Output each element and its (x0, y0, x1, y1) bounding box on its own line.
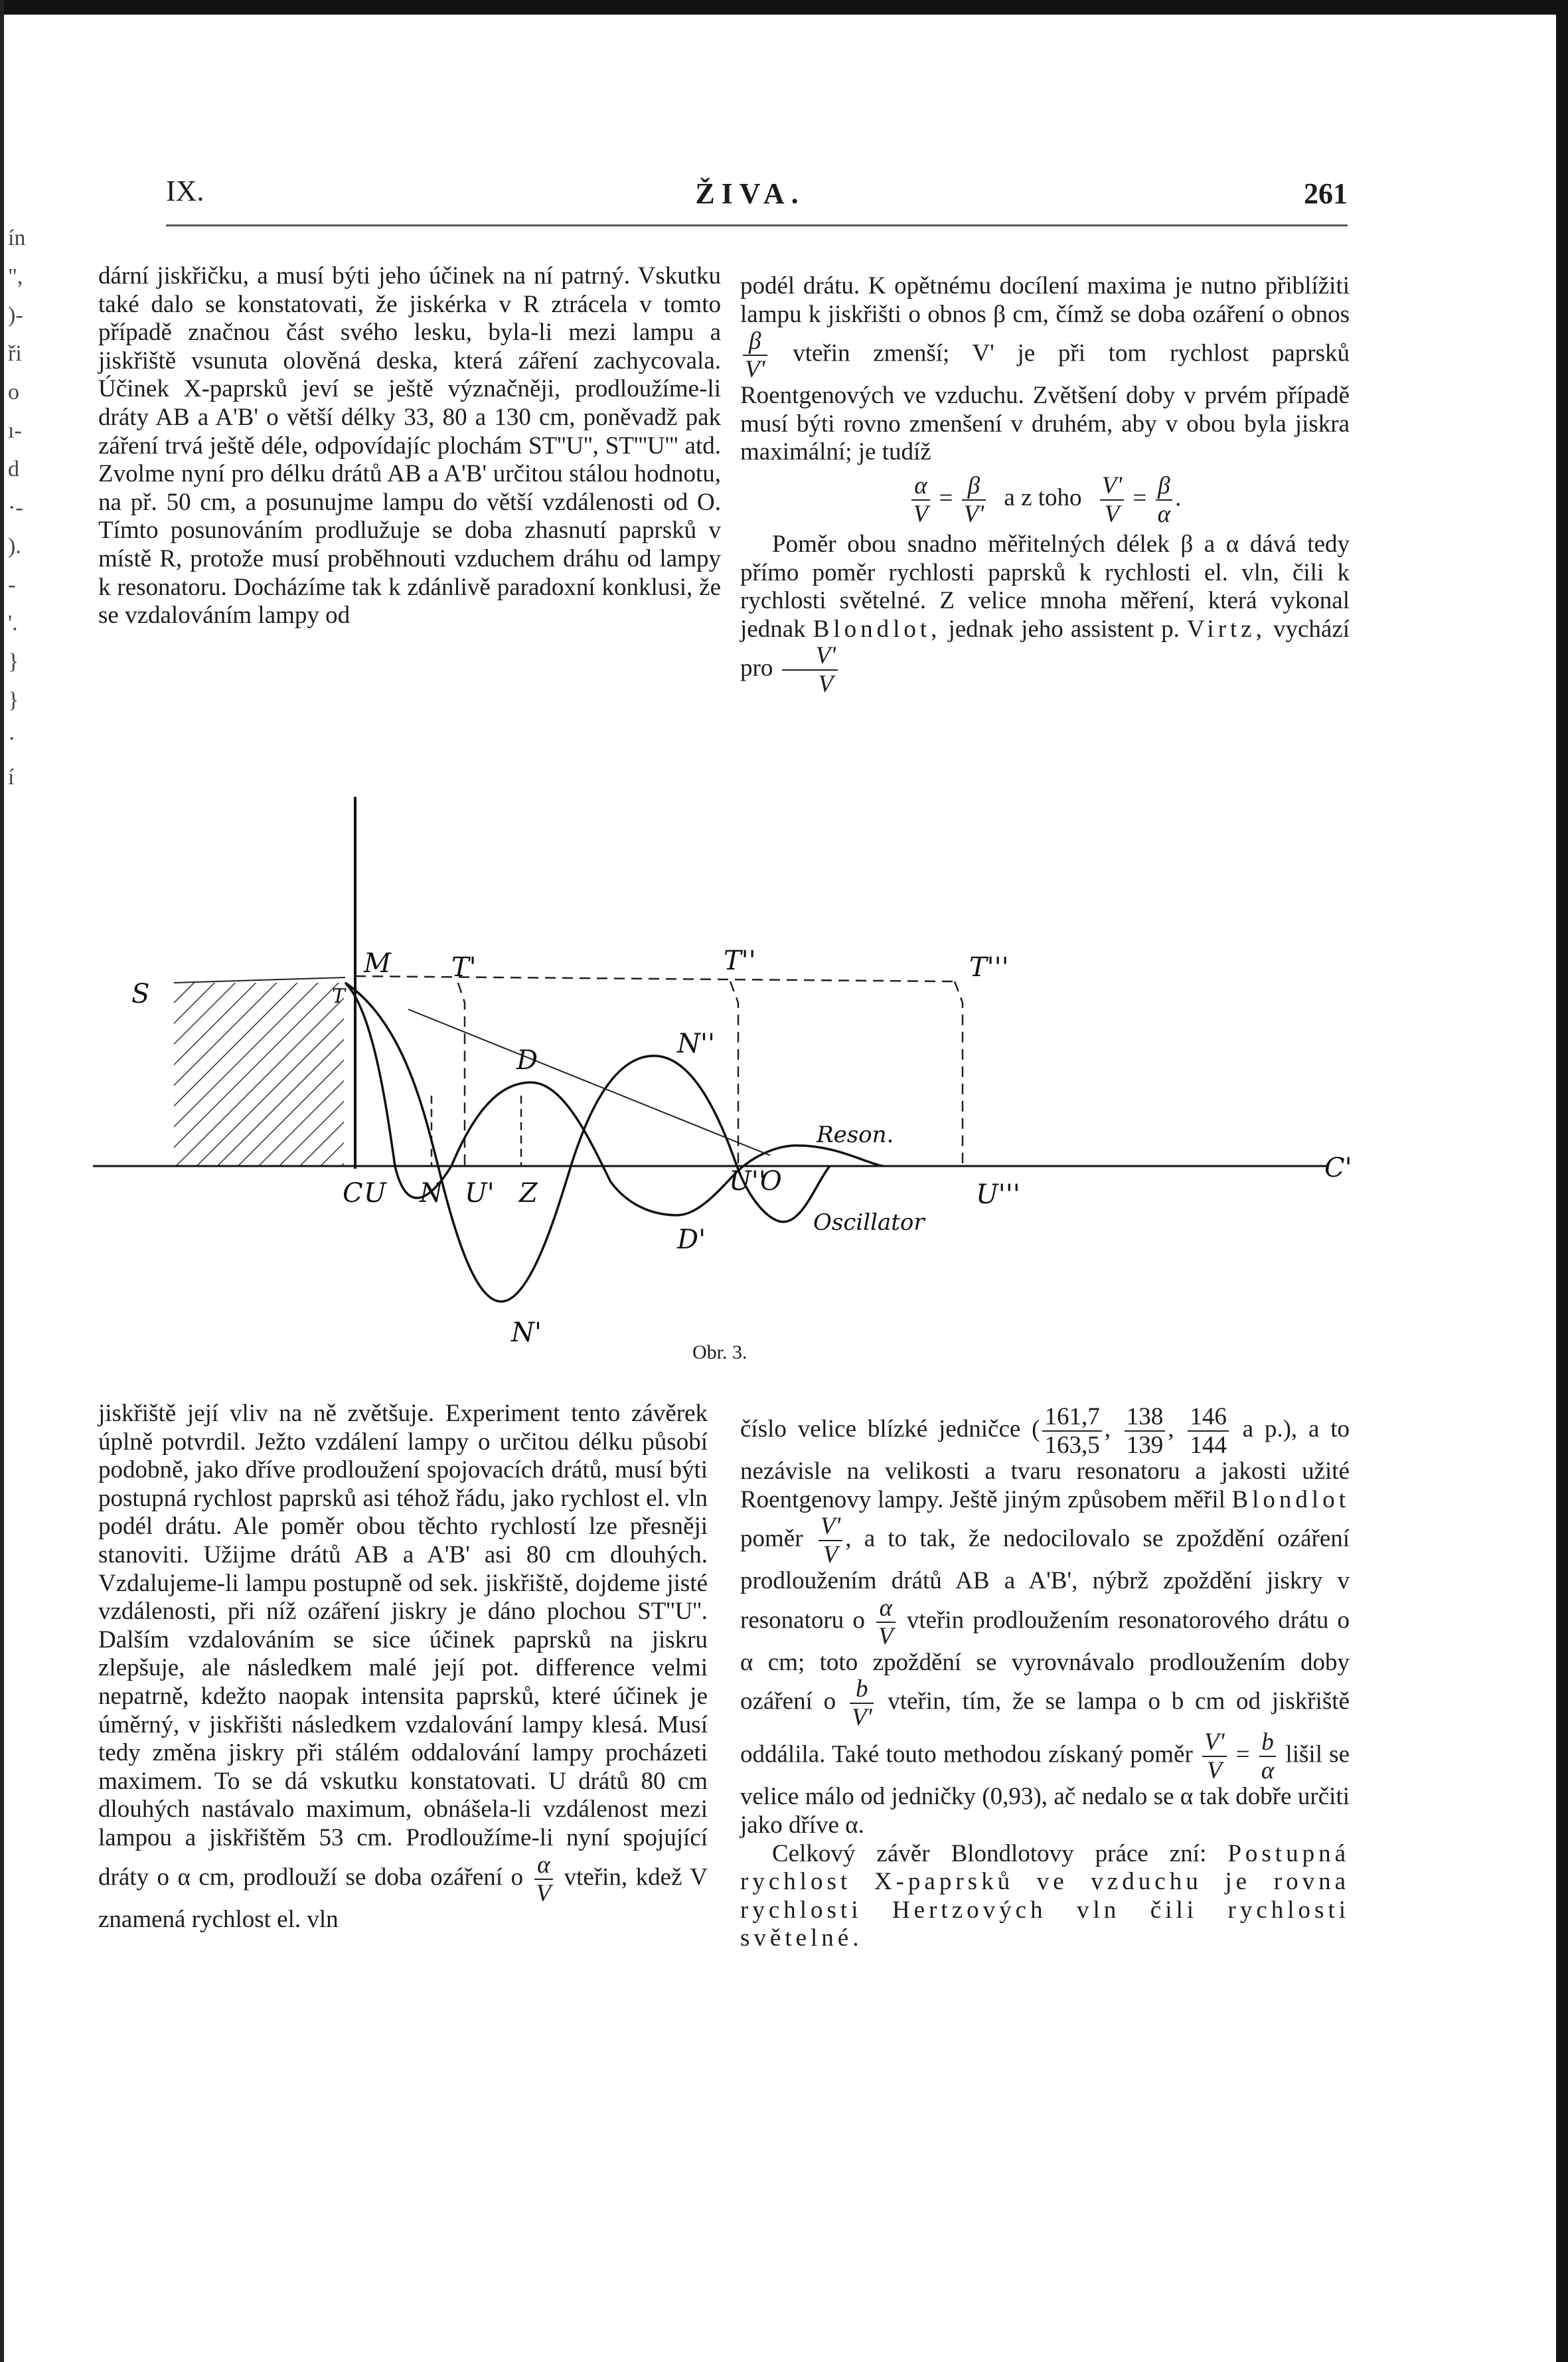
paragraph: dární jiskřičku, a musí býti jeho účinek na ní patrný. Vskutku také dalo se konstatovati, že jiskérka v R ztrácela v tomto případě značnou část svého lesku, byla-li mezi lampu a jiskřiště vsunuta olověná deska, která záření zachycovala. Účinek X-paprsků jeví se ještě význačněji, prodloužíme-li dráty AB a A'B' o větší délky 33, 80 a 130 cm, poněvadž pak záření trvá ještě déle, odpovídajíc plochám ST''U'', ST'''U''' atd. Zvolme nyní pro délku drátů AB a A'B' určitou stálou hodnotu, na př. 50 cm, a posunujme lampu do větší vzdálenosti od O. Tímto posunováním prodlužuje se doba zhasnutí paprsků v místě R, protože musí proběhnouti vzduchem dráhu od lampy k resonatoru. Docházíme tak k zdánlivě paradoxní konklusi, že se vzdalováním lampy od (98, 262, 721, 630)
paragraph: Poměr obou snadno měřitelných délek β a α dává tedy přímo poměr rychlosti paprsků k rychlosti el. vln, čili k rychlosti světelné. Z velice mnoha měření, která vykonal jednak Blondlot, jednak jeho assistent p. Virtz, vychází pro $\frac{V'}{V}$ (740, 530, 1350, 699)
column-bottom-left (98, 1400, 708, 1934)
header-rule (166, 224, 1348, 226)
spill-fragment: ). (8, 534, 21, 558)
journal-title: ŽIVA. (695, 177, 805, 210)
fraction-beta-over-vprime: $\frac{\beta}{V'}$ (743, 329, 767, 382)
column-top-right (740, 272, 1350, 697)
paragraph: Celkový závěr Blondlotovy práce zní: Postupná rychlost X-paprsků ve vzduchu je rovna rychlosti Hertzových vln čili rychlosti světelné. (740, 1839, 1350, 1952)
page-header (153, 174, 1348, 214)
label-U: U (364, 1178, 386, 1209)
equation: $\frac{\alpha}{V}$ = $\frac{\beta}{V'}$ a z toho $\frac{V'}{V}$ = $\frac{\beta}{\alpha}$ . (740, 473, 1350, 527)
hatched-top-edge (174, 977, 345, 983)
label-U3: U''' (976, 1179, 1020, 1210)
label-T2: T'' (724, 946, 756, 976)
label-T: T (332, 985, 346, 1008)
column-top-left (98, 262, 721, 630)
label-U1: U' (465, 1178, 495, 1209)
label-C: C (343, 1178, 363, 1209)
spill-fragment: ı- (8, 418, 22, 443)
dashed-drop-t3 (955, 981, 963, 1166)
spill-fragment: } (8, 688, 19, 713)
label-D: D (516, 1045, 538, 1076)
spill-fragment: '. (8, 611, 18, 635)
label-N: N (420, 1178, 443, 1209)
volume-number: IX. (166, 175, 204, 207)
paragraph: jiskřiště její vliv na ně zvětšuje. Experiment tento závěrek úplně potvrdil. Ježto vzdálení lampy o určitou délku působí podobně, jako dříve prodloužení spojovacích drátů, musí býti postupná rychlost paprsků asi téhož řádu, jako rychlost el. vln podél drátu. Ale poměr obou těchto rychlostí lze přesněji stanoviti. Užijme drátů AB a A'B' asi 80 cm dlouhých. Vzdalujeme-li lampu postupně od sek. jiskřiště, dojdeme jisté vzdálenosti, při níž ozáření jiskry je dáno plochou ST''U''. Dalším vzdalováním se sice účinek paprsků na jiskru zlepšuje, ale následkem malé její pot. difference velmi nepatrně, kdežto naopak intensita paprsků, které účinek je úměrný, v jiskřišti následkem vzdalování lampy klesá. Musí tedy změna jiskry při stálém oddalování lampy procházeti maximem. To se dá vskutku konstatovati. U drátů 80 cm dlouhých nastávalo maximum, obnášela-li vzdálenost mezi lampou a jiskřištěm 53 cm. Prodloužíme-li nyní spojující dráty o α cm, prodlouží se doba ozáření o $\frac{\alpha}{V}$ vteřin, kdež V znamená rychlost el. vln (98, 1400, 708, 1933)
label-U2: U'' (729, 1166, 766, 1197)
spill-fragment: ", (8, 264, 23, 289)
spill-fragment: } (8, 649, 19, 674)
figure-caption: Obr. 3. (692, 1341, 747, 1363)
spill-fragment: í (8, 765, 15, 790)
left-margin-spill (8, 219, 28, 797)
page-number: 261 (1304, 177, 1348, 210)
label-N1: N' (511, 1317, 542, 1348)
label-reson: Reson. (817, 1122, 894, 1148)
envelope-dashed (355, 976, 955, 981)
paragraph: podél drátu. K opětnému docílení maxima je nutno přiblížiti lampu k jiskřišti o obnos β cm, čímž se doba ozáření o obnos $\frac{\beta}{V'}$ vteřin zmenší; V' je při tom rychlost paprsků Roentgenových ve vzduchu. Zvětšení doby v prvém případě musí býti rovno zmenšení v druhém, aby v obou byla jiskra maximální; je tudíž (740, 272, 1350, 466)
label-oscil: Oscillator (813, 1209, 925, 1236)
label-S: S (131, 979, 150, 1009)
spill-fragment: o (8, 380, 19, 404)
figure-obr-3 (0, 784, 1568, 1348)
label-D1: D' (677, 1224, 706, 1255)
diagonal-t1 (408, 1009, 770, 1155)
spill-fragment: d (8, 457, 19, 481)
spill-fragment: ·- (8, 495, 23, 520)
label-T3: T''' (969, 952, 1009, 983)
spill-fragment: ín (8, 226, 26, 250)
dashed-drop-t2 (730, 981, 738, 1166)
hatched-region (174, 983, 344, 1166)
label-O: O (760, 1166, 782, 1197)
column-bottom-right (740, 1404, 1350, 1953)
paragraph: číslo velice blízké jedničce ( $\frac{161,7}{163,5}$ , $\frac{138}{139}$ , $\frac{146}{144}$ a p.), a to nezávisle na velikosti a tvaru resonatoru a jakosti užité Roentgenovy lampy. Ještě jiným způsobem měřil Blondlot poměr $\frac{V'}{V}$ , a to tak, že nedocilovalo se zpoždění ozáření prodloužením drátů AB a A'B', nýbrž zpoždění jiskry v resonatoru o $\frac{\alpha}{V}$ vteřin prodloužením resonatorového drátu o α cm; toto zpoždění se vyrovnávalo prodloužením doby ozáření o $\frac{b}{V'}$ vteřin, tím, že se lampa o b cm od jiskřiště oddálila. Také touto methodou získaný poměr $\frac{V'}{V}$ = $\frac{b}{\alpha}$ lišil se velice málo od jedničky (0,93), ač nedalo se α tak dobře určiti jako dříve α. (740, 1403, 1350, 1839)
label-Z: Z (519, 1178, 538, 1209)
label-M: M (364, 948, 391, 979)
resonator-wave (345, 983, 830, 1302)
spill-fragment: · (8, 726, 16, 751)
label-T1: T' (451, 952, 477, 983)
label-N2: N'' (677, 1029, 715, 1059)
spill-fragment: - (8, 572, 16, 597)
label-C1: C' (1324, 1153, 1352, 1183)
spill-fragment: )- (8, 303, 23, 327)
spill-fragment: ři (8, 341, 22, 366)
scan-edge-top (0, 0, 1568, 15)
